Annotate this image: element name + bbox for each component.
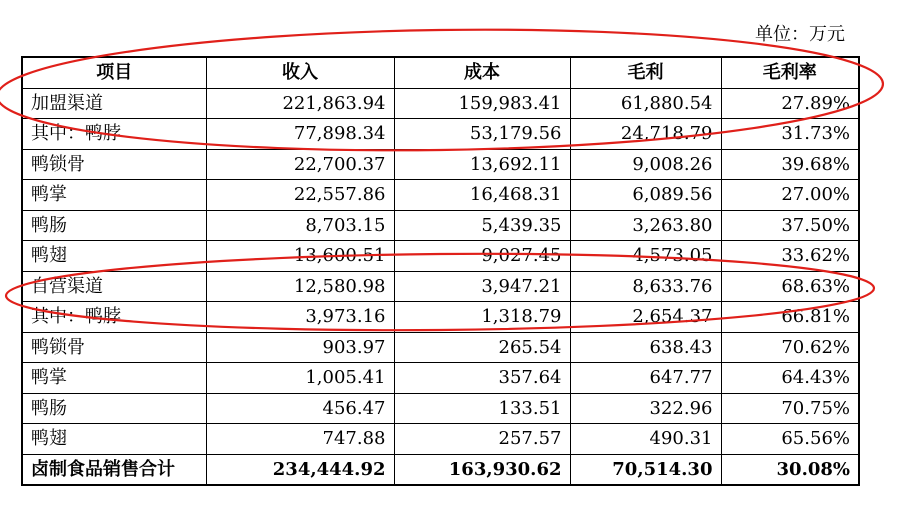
cell-cost: 1,318.79 [394, 302, 570, 333]
cell-gross-margin: 39.68% [721, 149, 859, 180]
sales-table [21, 56, 860, 486]
cell-revenue: 456.47 [206, 393, 394, 424]
cell-item-name: 鸭翅 [22, 424, 206, 455]
table-row [22, 302, 859, 333]
cell-gross-profit: 647.77 [570, 363, 721, 394]
cell-revenue: 12,580.98 [206, 271, 394, 302]
cell-item-name: 鸭肠 [22, 393, 206, 424]
cell-gross-margin: 27.00% [721, 180, 859, 211]
cell-revenue: 22,700.37 [206, 149, 394, 180]
total-gross-margin: 30.08% [721, 454, 859, 485]
cell-cost: 5,439.35 [394, 210, 570, 241]
cell-gross-profit: 4,573.05 [570, 241, 721, 272]
unit-label: 单位：万元 [755, 24, 845, 45]
cell-gross-profit: 322.96 [570, 393, 721, 424]
cell-cost: 265.54 [394, 332, 570, 363]
total-row [22, 454, 859, 485]
cell-item-name: 其中：鸭脖 [22, 119, 206, 150]
header-cost: 成本 [394, 57, 570, 88]
cell-gross-margin: 31.73% [721, 119, 859, 150]
cell-revenue: 903.97 [206, 332, 394, 363]
cell-revenue: 22,557.86 [206, 180, 394, 211]
cell-gross-profit: 24,718.79 [570, 119, 721, 150]
total-item-name: 卤制食品销售合计 [22, 454, 206, 485]
table-row [22, 363, 859, 394]
table-row [22, 149, 859, 180]
cell-item-name: 鸭掌 [22, 363, 206, 394]
cell-gross-profit: 490.31 [570, 424, 721, 455]
cell-gross-margin: 37.50% [721, 210, 859, 241]
table-row [22, 210, 859, 241]
cell-item-name: 鸭锁骨 [22, 332, 206, 363]
cell-cost: 16,468.31 [394, 180, 570, 211]
cell-revenue: 77,898.34 [206, 119, 394, 150]
table-row [22, 271, 859, 302]
cell-item-name: 自营渠道 [22, 271, 206, 302]
cell-cost: 257.57 [394, 424, 570, 455]
cell-item-name: 其中：鸭脖 [22, 302, 206, 333]
cell-item-name: 鸭锁骨 [22, 149, 206, 180]
table-row [22, 241, 859, 272]
cell-cost: 3,947.21 [394, 271, 570, 302]
cell-gross-margin: 68.63% [721, 271, 859, 302]
table-row [22, 332, 859, 363]
cell-gross-margin: 33.62% [721, 241, 859, 272]
cell-cost: 133.51 [394, 393, 570, 424]
cell-gross-margin: 64.43% [721, 363, 859, 394]
cell-gross-profit: 6,089.56 [570, 180, 721, 211]
cell-item-name: 鸭翅 [22, 241, 206, 272]
cell-item-name: 加盟渠道 [22, 88, 206, 119]
cell-revenue: 3,973.16 [206, 302, 394, 333]
cell-gross-margin: 70.62% [721, 332, 859, 363]
cell-gross-profit: 2,654.37 [570, 302, 721, 333]
table-row [22, 180, 859, 211]
table-row [22, 88, 859, 119]
cell-cost: 53,179.56 [394, 119, 570, 150]
cell-gross-profit: 638.43 [570, 332, 721, 363]
cell-gross-margin: 27.89% [721, 88, 859, 119]
cell-gross-profit: 8,633.76 [570, 271, 721, 302]
header-revenue: 收入 [206, 57, 394, 88]
total-gross-profit: 70,514.30 [570, 454, 721, 485]
cell-revenue: 747.88 [206, 424, 394, 455]
header-gross-margin: 毛利率 [721, 57, 859, 88]
cell-gross-profit: 3,263.80 [570, 210, 721, 241]
total-cost: 163,930.62 [394, 454, 570, 485]
cell-cost: 159,983.41 [394, 88, 570, 119]
table-row [22, 393, 859, 424]
cell-gross-profit: 9,008.26 [570, 149, 721, 180]
cell-revenue: 221,863.94 [206, 88, 394, 119]
cell-revenue: 8,703.15 [206, 210, 394, 241]
header-row [22, 57, 859, 88]
header-item: 项目 [22, 57, 206, 88]
cell-item-name: 鸭肠 [22, 210, 206, 241]
total-revenue: 234,444.92 [206, 454, 394, 485]
cell-gross-profit: 61,880.54 [570, 88, 721, 119]
table-row [22, 119, 859, 150]
cell-cost: 13,692.11 [394, 149, 570, 180]
cell-cost: 357.64 [394, 363, 570, 394]
cell-item-name: 鸭掌 [22, 180, 206, 211]
header-gross-profit: 毛利 [570, 57, 721, 88]
cell-gross-margin: 70.75% [721, 393, 859, 424]
cell-gross-margin: 66.81% [721, 302, 859, 333]
cell-gross-margin: 65.56% [721, 424, 859, 455]
cell-revenue: 1,005.41 [206, 363, 394, 394]
cell-revenue: 13,600.51 [206, 241, 394, 272]
cell-cost: 9,027.45 [394, 241, 570, 272]
table-row [22, 424, 859, 455]
